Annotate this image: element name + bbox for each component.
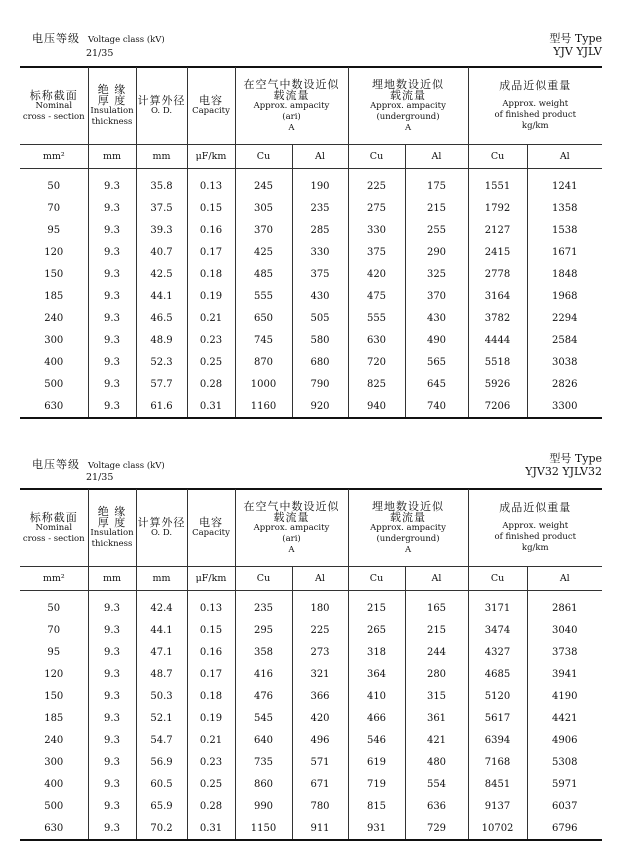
table-cell: 1150 [235,817,292,840]
table-cell: 120 [20,241,88,263]
table-cell: 2826 [552,378,578,390]
table-cell: 0.16 [187,219,235,241]
table-cell: 420 [292,707,348,729]
unit-cell: mm [136,145,187,169]
table-cell: 235 [292,197,348,219]
table-row [20,707,602,729]
table-row [20,685,602,707]
table-cell: 580 [292,329,348,351]
table-cell: 9.3 [88,773,136,795]
unit-cell: mm [136,567,187,591]
col-ampacity-air: 在空气中数设近似 载流量 Approx. ampacity (ari) A [235,489,348,567]
table-cell: 3038 [552,356,578,368]
subcol-cu: Cu [468,145,527,169]
table-cell: 95 [20,219,88,241]
table-cell: 745 [235,329,292,351]
table-row [20,395,602,418]
table-cell: 500 [20,373,88,395]
table-cell: 0.16 [187,641,235,663]
table-cell: 60.5 [136,773,187,795]
table-cell: 9.3 [88,285,136,307]
table-cell: 9.3 [88,351,136,373]
table-cell: 505 [292,307,348,329]
col-approx-weight: 成品近似重量 Approx. weight of finished product kg/km [494,501,577,553]
unit-cell: μF/km [187,145,235,169]
table-cell: 9.3 [88,591,136,620]
table-cell: 52.1 [136,707,187,729]
table-cell: 0.23 [187,751,235,773]
subcol-cu: Cu [468,567,527,591]
table-cell: 295 [235,619,292,641]
unit-cell: mm² [20,567,88,591]
table-cell: 52.3 [136,351,187,373]
table-cell: 273 [292,641,348,663]
table-cell: 729 [405,817,468,840]
table-row [20,197,602,219]
col-capacity: 电容 Capacity [187,489,235,567]
table-cell: 555 [235,285,292,307]
table-cell: 244 [405,641,468,663]
unit-cell: mm² [20,145,88,169]
table-cell: 545 [235,707,292,729]
table-cell: 70.2 [136,817,187,840]
col-capacity: 电容 Capacity [187,67,235,145]
unit-cell: μF/km [187,567,235,591]
table-cell: 2127 [468,219,527,241]
table-cell: 2415 [468,241,527,263]
table-cell: 9.3 [88,751,136,773]
table-cell: 358 [235,641,292,663]
table-cell: 1160 [235,395,292,418]
table-cell: 720 [348,351,405,373]
table-cell: 44.1 [136,619,187,641]
table-cell: 35.8 [136,169,187,198]
subcol-cu: Cu [235,567,292,591]
table-cell: 265 [348,619,405,641]
table-cell: 1671 [552,246,578,258]
table-cell: 57.7 [136,373,187,395]
table-cell: 671 [292,773,348,795]
table-cell: 305 [235,197,292,219]
table-cell: 0.19 [187,285,235,307]
table-cell: 39.3 [136,219,187,241]
table-cell: 54.7 [136,729,187,751]
table-cell: 2861 [552,602,578,614]
table-row [20,219,602,241]
table-cell: 571 [292,751,348,773]
col-approx-weight: 成品近似重量 Approx. weight of finished product kg/km [494,79,577,131]
table-cell: 6394 [468,729,527,751]
table-cell: 630 [348,329,405,351]
table-cell: 280 [405,663,468,685]
table-cell: 240 [20,307,88,329]
table-cell: 5971 [552,778,578,790]
table-row [20,817,602,840]
col-ampacity-underground: 埋地数设近似 载流量 Approx. ampacity (underground) A [348,67,468,145]
table-cell: 3941 [552,668,578,680]
table-cell: 330 [292,241,348,263]
table-cell: 825 [348,373,405,395]
table-cell: 9137 [468,795,527,817]
table-cell: 3782 [468,307,527,329]
table-cell: 9.3 [88,795,136,817]
table-cell: 240 [20,729,88,751]
table-cell: 0.28 [187,795,235,817]
table-cell: 1241 [552,180,578,192]
table-cell: 361 [405,707,468,729]
type-label: 型号 Type YJV32 YJLV32 [525,452,602,478]
table-row [20,773,602,795]
table-cell: 7206 [468,395,527,418]
table-cell: 275 [348,197,405,219]
unit-cell: mm [88,567,136,591]
voltage-class-label: 电压等级 Voltage class (kV) [32,32,165,45]
table-cell: 225 [292,619,348,641]
table-cell: 325 [405,263,468,285]
table-cell: 10702 [468,817,527,840]
table-cell: 3474 [468,619,527,641]
subcol-cu: Cu [348,567,405,591]
unit-cell: mm [88,145,136,169]
table-cell: 245 [235,169,292,198]
table-cell: 920 [292,395,348,418]
table-cell: 4444 [468,329,527,351]
table-cell: 630 [20,395,88,418]
table-cell: 9.3 [88,395,136,418]
table-cell: 740 [405,395,468,418]
table-cell: 9.3 [88,169,136,198]
col-insulation-thickness: 绝 缘 厚 度 Insulation thickness [88,489,136,567]
col-nominal-section: 标称截面 Nominal cross - section [20,67,88,145]
table-cell: 9.3 [88,619,136,641]
table-row [20,751,602,773]
table-cell: 430 [405,307,468,329]
table-cell: 40.7 [136,241,187,263]
table-cell: 366 [292,685,348,707]
table-cell: 0.23 [187,329,235,351]
table-row [20,241,602,263]
table-body-1 [20,169,602,419]
table-cell: 860 [235,773,292,795]
table-cell: 185 [20,285,88,307]
table-cell: 6037 [552,800,578,812]
table-cell: 285 [292,219,348,241]
table-cell: 9.3 [88,373,136,395]
table-cell: 0.13 [187,591,235,620]
table-cell: 375 [292,263,348,285]
table-cell: 780 [292,795,348,817]
table-row [20,663,602,685]
table-cell: 650 [235,307,292,329]
table-cell: 2294 [552,312,578,324]
table-row [20,329,602,351]
voltage-value: 21/35 [86,48,114,59]
table-cell: 790 [292,373,348,395]
table-cell: 645 [405,373,468,395]
table-cell: 65.9 [136,795,187,817]
subcol-al: Al [292,145,348,169]
table-cell: 3300 [552,400,578,412]
table-cell: 0.21 [187,729,235,751]
table-cell: 2584 [552,334,578,346]
table-cell: 315 [405,685,468,707]
table-cell: 5518 [468,351,527,373]
table-cell: 47.1 [136,641,187,663]
table-cell: 318 [348,641,405,663]
subcol-al: Al [527,145,602,169]
table-cell: 719 [348,773,405,795]
table-cell: 990 [235,795,292,817]
table-row [20,169,602,198]
table-cell: 9.3 [88,707,136,729]
col-insulation-thickness: 绝 缘 厚 度 Insulation thickness [88,67,136,145]
table-cell: 4421 [552,712,578,724]
subcol-al: Al [405,567,468,591]
table-cell: 364 [348,663,405,685]
table-cell: 4190 [552,690,578,702]
table-cell: 330 [348,219,405,241]
voltage-class-label: 电压等级 Voltage class (kV) [32,458,165,471]
table-row [20,373,602,395]
table-cell: 0.15 [187,197,235,219]
subcol-cu: Cu [348,145,405,169]
table-cell: 911 [292,817,348,840]
table-cell: 490 [405,329,468,351]
table-cell: 3738 [552,646,578,658]
table-cell: 255 [405,219,468,241]
table-cell: 48.7 [136,663,187,685]
table-cell: 0.19 [187,707,235,729]
table-cell: 185 [20,707,88,729]
table-cell: 931 [348,817,405,840]
table-cell: 0.13 [187,169,235,198]
table-cell: 1000 [235,373,292,395]
table-row [20,285,602,307]
table-cell: 940 [348,395,405,418]
table-cell: 215 [405,619,468,641]
table-cell: 416 [235,663,292,685]
table-cell: 421 [405,729,468,751]
table-cell: 3171 [468,591,527,620]
table-row [20,307,602,329]
table-row [20,619,602,641]
table-cell: 8451 [468,773,527,795]
table-cell: 5120 [468,685,527,707]
table-row [20,641,602,663]
table-cell: 37.5 [136,197,187,219]
table-cell: 180 [292,591,348,620]
table-cell: 50 [20,591,88,620]
table-cell: 46.5 [136,307,187,329]
table-cell: 400 [20,773,88,795]
table-cell: 9.3 [88,685,136,707]
table-cell: 555 [348,307,405,329]
table-cell: 44.1 [136,285,187,307]
table-cell: 2778 [468,263,527,285]
table-cell: 290 [405,241,468,263]
table-row [20,263,602,285]
table-cell: 870 [235,351,292,373]
table-cell: 815 [348,795,405,817]
col-outer-diameter: 计算外径 O. D. [136,67,187,145]
table-row [20,729,602,751]
table-cell: 4327 [468,641,527,663]
spec-table-2 [20,488,602,841]
table-cell: 70 [20,619,88,641]
table-cell: 554 [405,773,468,795]
table-cell: 496 [292,729,348,751]
table-cell: 215 [405,197,468,219]
table-cell: 50.3 [136,685,187,707]
table-cell: 1968 [552,290,578,302]
table-cell: 3040 [552,624,578,636]
table-cell: 565 [405,351,468,373]
table-cell: 70 [20,197,88,219]
table-cell: 42.5 [136,263,187,285]
table-cell: 4685 [468,663,527,685]
table-cell: 1848 [552,268,578,280]
table-cell: 4906 [552,734,578,746]
table-cell: 150 [20,685,88,707]
table-row [20,351,602,373]
table-cell: 370 [405,285,468,307]
table-cell: 619 [348,751,405,773]
table-cell: 9.3 [88,263,136,285]
table-cell: 9.3 [88,663,136,685]
table-cell: 9.3 [88,729,136,751]
type-label: 型号 Type YJV YJLV [549,32,602,58]
table-cell: 300 [20,329,88,351]
table-cell: 1792 [468,197,527,219]
table-cell: 9.3 [88,241,136,263]
table-cell: 225 [348,169,405,198]
table-cell: 0.21 [187,307,235,329]
table-cell: 190 [292,169,348,198]
subcol-cu: Cu [235,145,292,169]
table-cell: 0.17 [187,241,235,263]
table-cell: 546 [348,729,405,751]
table-cell: 0.18 [187,263,235,285]
table-cell: 9.3 [88,197,136,219]
subcol-al: Al [405,145,468,169]
table-cell: 9.3 [88,641,136,663]
table-cell: 42.4 [136,591,187,620]
table-cell: 500 [20,795,88,817]
table-cell: 9.3 [88,219,136,241]
table-cell: 630 [20,817,88,840]
table-cell: 5617 [468,707,527,729]
table-cell: 1551 [468,169,527,198]
table-cell: 0.31 [187,395,235,418]
table-cell: 235 [235,591,292,620]
spec-table-1 [20,66,602,419]
table-cell: 1358 [552,202,578,214]
table-cell: 0.28 [187,373,235,395]
table-cell: 300 [20,751,88,773]
col-ampacity-underground: 埋地数设近似 载流量 Approx. ampacity (underground) A [348,489,468,567]
table-cell: 1538 [552,224,578,236]
table-cell: 9.3 [88,817,136,840]
table-cell: 175 [405,169,468,198]
table-cell: 466 [348,707,405,729]
table-cell: 480 [405,751,468,773]
table-cell: 400 [20,351,88,373]
table-cell: 5926 [468,373,527,395]
table-cell: 485 [235,263,292,285]
table-cell: 0.25 [187,351,235,373]
table-cell: 680 [292,351,348,373]
subcol-al: Al [292,567,348,591]
table-row [20,591,602,620]
table-cell: 321 [292,663,348,685]
table-cell: 50 [20,169,88,198]
table-cell: 7168 [468,751,527,773]
table-row [20,795,602,817]
table-cell: 61.6 [136,395,187,418]
table-cell: 430 [292,285,348,307]
col-nominal-section: 标称截面 Nominal cross - section [20,489,88,567]
table-cell: 3164 [468,285,527,307]
table-cell: 56.9 [136,751,187,773]
table-cell: 475 [348,285,405,307]
table-cell: 9.3 [88,329,136,351]
table-cell: 9.3 [88,307,136,329]
table-cell: 0.18 [187,685,235,707]
table-body-2 [20,591,602,841]
table-cell: 0.17 [187,663,235,685]
table-cell: 640 [235,729,292,751]
col-ampacity-air: 在空气中数设近似 载流量 Approx. ampacity (ari) A [235,67,348,145]
table-cell: 6796 [552,822,578,834]
table-cell: 370 [235,219,292,241]
table-cell: 0.15 [187,619,235,641]
table-cell: 48.9 [136,329,187,351]
table-cell: 0.31 [187,817,235,840]
table-cell: 636 [405,795,468,817]
table-cell: 425 [235,241,292,263]
table-cell: 476 [235,685,292,707]
table-cell: 215 [348,591,405,620]
table-cell: 420 [348,263,405,285]
subcol-al: Al [527,567,602,591]
table-cell: 375 [348,241,405,263]
table-cell: 150 [20,263,88,285]
voltage-value: 21/35 [86,472,114,483]
table-cell: 165 [405,591,468,620]
table-cell: 735 [235,751,292,773]
table-cell: 410 [348,685,405,707]
table-cell: 0.25 [187,773,235,795]
table-cell: 95 [20,641,88,663]
table-cell: 120 [20,663,88,685]
table-cell: 5308 [552,756,578,768]
col-outer-diameter: 计算外径 O. D. [136,489,187,567]
